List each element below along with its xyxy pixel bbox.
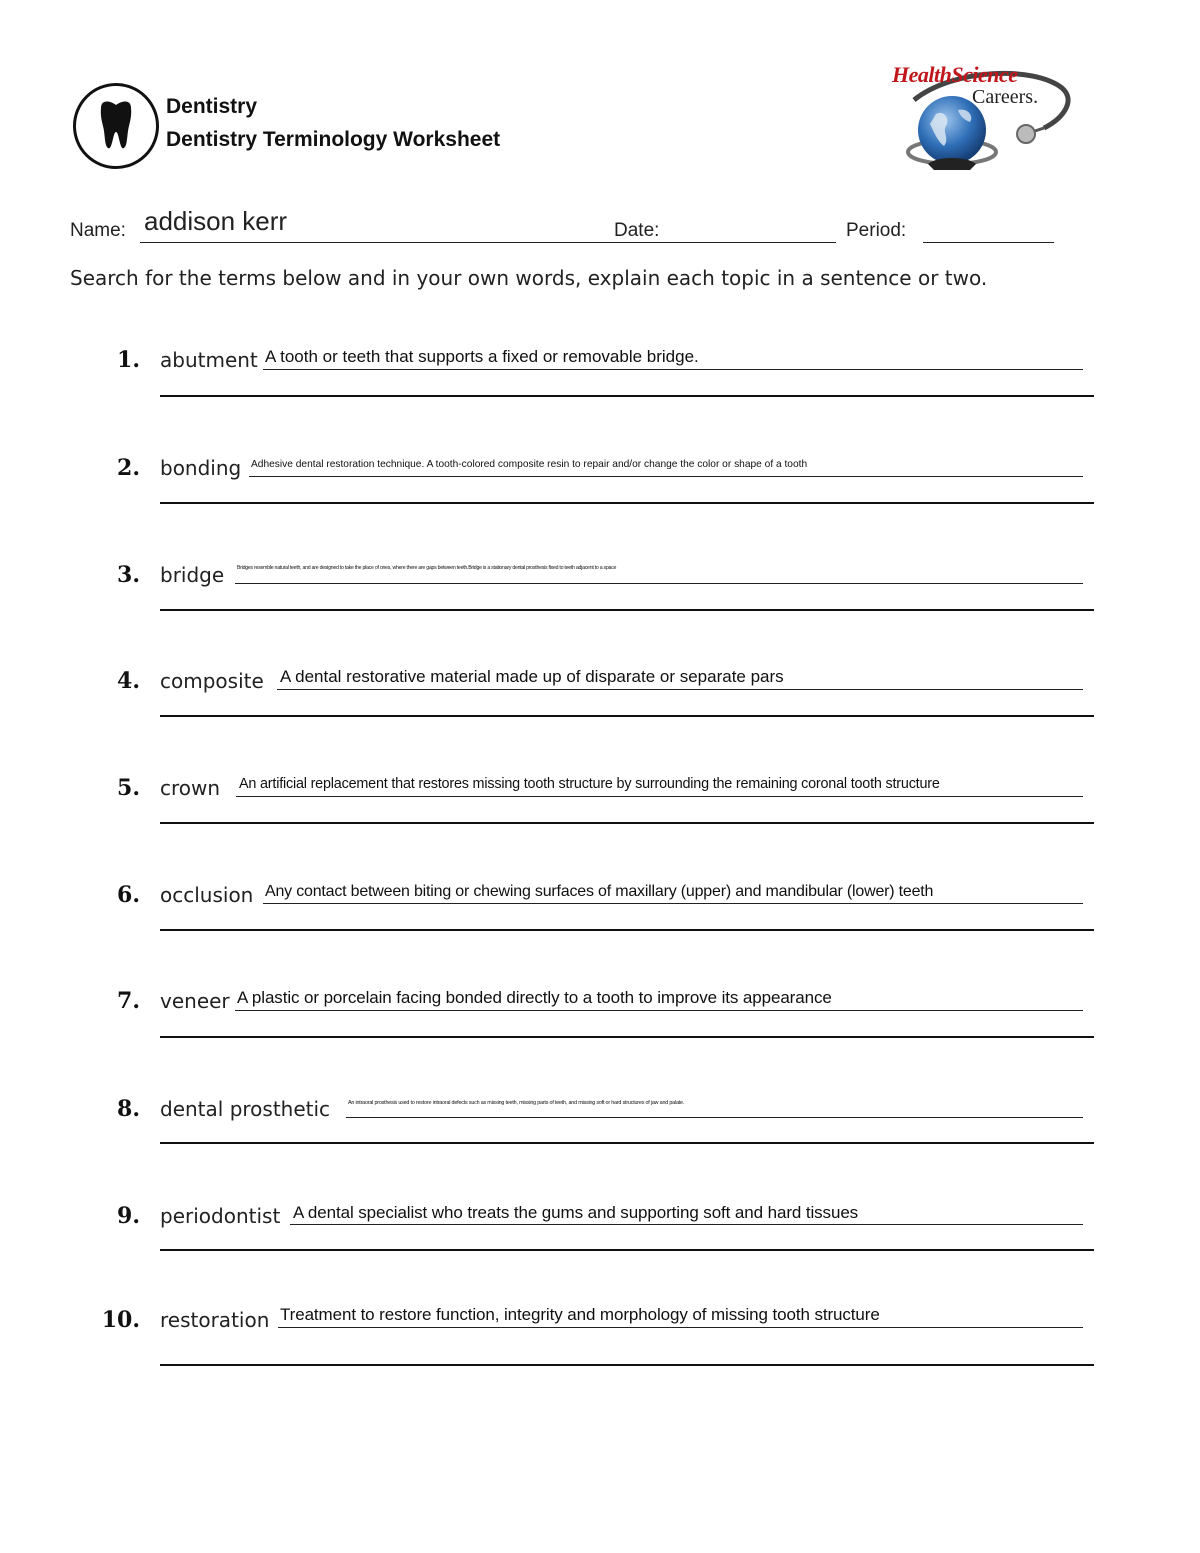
- answer-text[interactable]: An intraoral prosthesis used to restore intraoral defects such as missing teeth, missing parts of teeth, and missing soft or hard structures of jaw and palate.: [348, 1100, 685, 1106]
- answer-line: [290, 1224, 1083, 1225]
- answer-line-2[interactable]: [160, 395, 1094, 397]
- answer-line: [346, 1117, 1083, 1118]
- term-label: occlusion: [160, 883, 254, 907]
- answer-text[interactable]: Any contact between biting or chewing surfaces of maxillary (upper) and mandibular (lower) teeth: [265, 883, 934, 900]
- term-label: bridge: [160, 563, 225, 587]
- answer-line: [263, 903, 1083, 904]
- term-label: restoration: [160, 1308, 270, 1332]
- term-number: 7.: [117, 988, 140, 1014]
- term-label: veneer: [160, 989, 230, 1013]
- worksheet-title: Dentistry Terminology Worksheet: [166, 128, 501, 151]
- answer-line-2[interactable]: [160, 1142, 1094, 1144]
- answer-text[interactable]: A tooth or teeth that supports a fixed or removable bridge.: [265, 347, 699, 366]
- instructions: Search for the terms below and in your own words, explain each topic in a sentence or two.: [70, 266, 988, 290]
- logo-text: HealthScience: [892, 62, 1018, 87]
- term-number: 9.: [117, 1203, 140, 1229]
- answer-line-2[interactable]: [160, 715, 1094, 717]
- answer-line-2[interactable]: [160, 502, 1094, 504]
- answer-text[interactable]: Adhesive dental restoration technique. A tooth-colored composite resin to repair and/or change the color or shape of a tooth: [251, 459, 808, 470]
- tooth-icon: [76, 86, 156, 166]
- name-field[interactable]: [140, 242, 677, 243]
- answer-line: [263, 369, 1083, 370]
- answer-text[interactable]: A dental restorative material made up of disparate or separate pars: [280, 667, 784, 686]
- term-number: 6.: [117, 882, 140, 908]
- answer-line: [235, 1010, 1083, 1011]
- term-label: composite: [160, 669, 264, 693]
- answer-line-2[interactable]: [160, 609, 1094, 611]
- term-label: dental prosthetic: [160, 1097, 331, 1121]
- name-label: Name:: [70, 220, 126, 241]
- date-label: Date:: [614, 220, 660, 241]
- answer-line-2[interactable]: [160, 1249, 1094, 1251]
- term-label: periodontist: [160, 1204, 281, 1228]
- date-field[interactable]: [672, 242, 836, 243]
- answer-text[interactable]: Bridges resemble natural teeth, and are designed to take the place of ones, where there are gaps between teeth.Bridge is a stationary dental prosthesis fixed to teeth adjacent to a space: [237, 565, 617, 571]
- answer-line: [278, 1327, 1083, 1328]
- answer-text[interactable]: A dental specialist who treats the gums and supporting soft and hard tissues: [293, 1203, 859, 1222]
- term-number: 1.: [117, 347, 140, 373]
- term-number: 8.: [117, 1096, 140, 1122]
- term-number: 2.: [117, 455, 140, 481]
- subject-heading: Dentistry: [166, 95, 258, 118]
- answer-line: [236, 796, 1083, 797]
- answer-text[interactable]: Treatment to restore function, integrity and morphology of missing tooth structure: [280, 1305, 880, 1324]
- answer-line-2[interactable]: [160, 1364, 1094, 1366]
- answer-line-2[interactable]: [160, 1036, 1094, 1038]
- term-label: abutment: [160, 348, 258, 372]
- answer-text[interactable]: An artificial replacement that restores missing tooth structure by surrounding the remaining coronal tooth structure: [239, 776, 940, 792]
- term-number: 5.: [117, 775, 140, 801]
- term-label: crown: [160, 776, 221, 800]
- period-field[interactable]: [923, 242, 1054, 243]
- term-label: bonding: [160, 456, 242, 480]
- answer-line: [249, 476, 1083, 477]
- term-number: 10.: [101, 1307, 140, 1333]
- period-label: Period:: [846, 220, 907, 241]
- answer-line: [277, 689, 1083, 690]
- health-science-careers-logo: [884, 58, 1079, 178]
- tooth-logo: [73, 83, 159, 169]
- answer-line-2[interactable]: [160, 929, 1094, 931]
- logo-subtext: Careers.: [972, 86, 1039, 108]
- answer-line-2[interactable]: [160, 822, 1094, 824]
- answer-line: [235, 583, 1083, 584]
- answer-text[interactable]: A plastic or porcelain facing bonded directly to a tooth to improve its appearance: [237, 988, 832, 1007]
- name-value: addison kerr: [144, 206, 288, 236]
- term-number: 3.: [117, 562, 140, 588]
- term-number: 4.: [117, 668, 140, 694]
